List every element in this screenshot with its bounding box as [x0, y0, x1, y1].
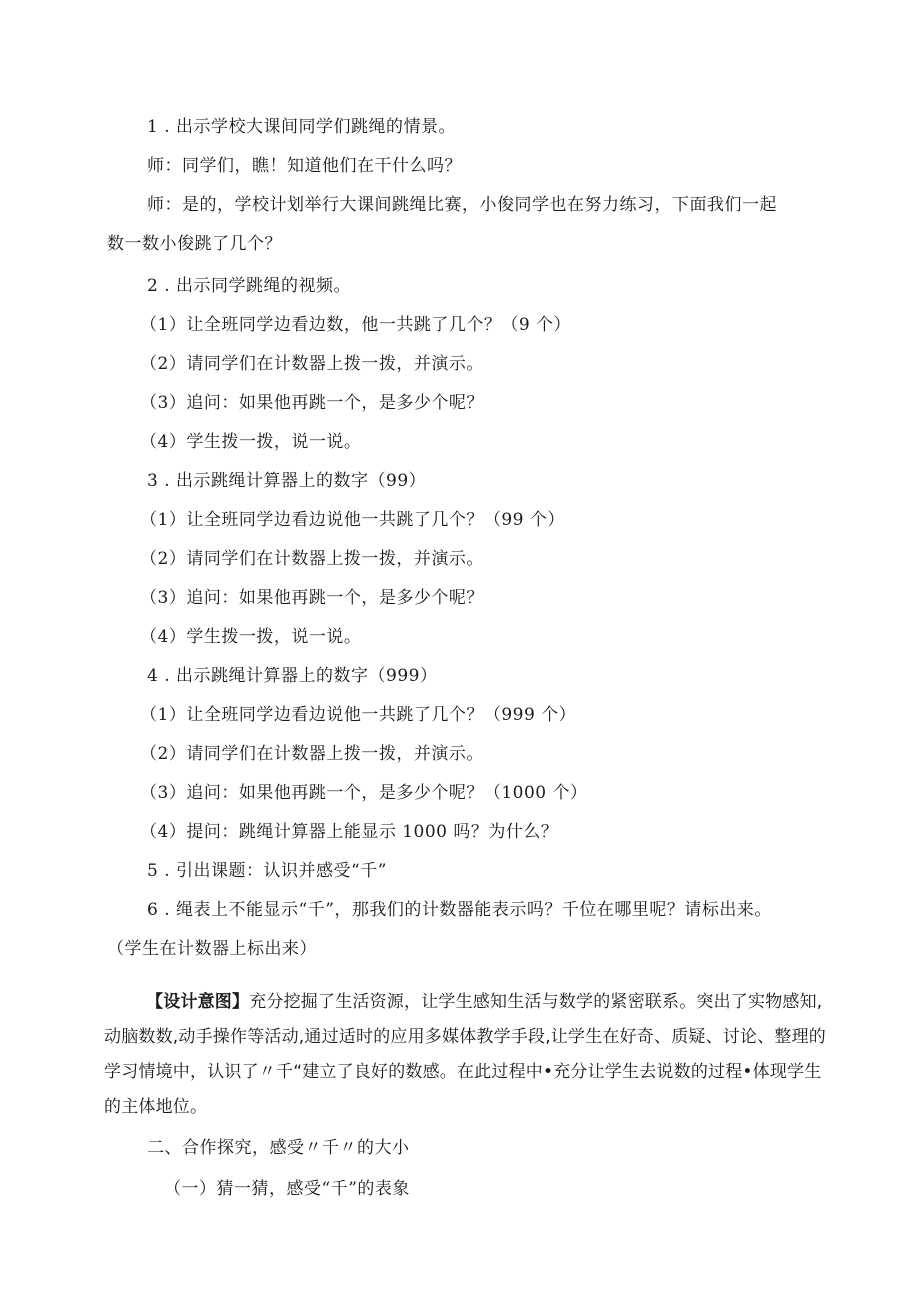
design-intent-label: 【设计意图】: [146, 992, 250, 1012]
step-4: 4 . 出示跳绳计算器上的数字（999）: [147, 666, 438, 686]
teacher-line-1: 师：同学们，瞧！知道他们在干什么吗？: [147, 156, 462, 176]
step-2-item-3: （3）追问：如果他再跳一个，是多少个呢？: [140, 393, 484, 413]
step-2-item-4: （4）学生拨一拨，说一说。: [140, 432, 362, 452]
step-4-item-4: （4）提问：跳绳计算器上能显示 1000 吗？为什么？: [140, 822, 559, 842]
step-3-item-2: （2）请同学们在计数器上拨一拨，并演示。: [140, 549, 484, 569]
section-2-subheading: （一）猜一猜，感受“千”的表象: [164, 1179, 410, 1199]
step-2-item-2: （2）请同学们在计数器上拨一拨，并演示。: [140, 354, 484, 374]
step-2-item-1: （1）让全班同学边看边数，他一共跳了几个？（9 个）: [140, 315, 572, 335]
design-intent-line-3: 学习情境中，认识了〃千“建立了良好的数感。在此过程中•充分让学生去说数的过程•体现学生: [104, 1062, 822, 1082]
teacher-line-2: 师：是的，学校计划举行大课间跳绳比赛，小俊同学也在努力练习，下面我们一起: [147, 195, 777, 215]
step-1: 1 . 出示学校大课间同学们跳绳的情景。: [147, 117, 457, 137]
step-3: 3 . 出示跳绳计算器上的数字（99）: [147, 471, 427, 491]
step-4-item-3: （3）追问：如果他再跳一个，是多少个呢？（1000 个）: [140, 783, 588, 803]
design-intent-line-1: [146, 991, 822, 1013]
teacher-line-2-cont: 数一数小俊跳了几个？: [107, 234, 282, 254]
step-6-cont: （学生在计数器上标出来）: [107, 939, 317, 959]
design-intent-line-2: 动脑数数,动手操作等活动,通过适时的应用多媒体教学手段,让学生在好奇、质疑、讨论、整理的: [104, 1027, 827, 1047]
step-3-item-1: （1）让全班同学边看边说他一共跳了几个？（99 个）: [140, 510, 565, 530]
step-3-item-4: （4）学生拨一拨，说一说。: [140, 627, 362, 647]
step-4-item-2: （2）请同学们在计数器上拨一拨，并演示。: [140, 744, 484, 764]
design-intent-text-1: 充分挖掘了生活资源，让学生感知生活与数学的紧密联系。突出了实物感知,: [249, 992, 823, 1012]
step-4-item-1: （1）让全班同学边看边说他一共跳了几个？（999 个）: [140, 705, 577, 725]
step-2: 2 . 出示同学跳绳的视频。: [147, 276, 352, 296]
step-3-item-3: （3）追问：如果他再跳一个，是多少个呢？: [140, 588, 484, 608]
section-2-heading: 二、合作探究，感受〃千〃的大小: [147, 1138, 410, 1158]
step-6: 6 . 绳表上不能显示“千”，那我们的计数器能表示吗？千位在哪里呢？请标出来。: [147, 900, 772, 920]
step-5: 5 . 引出课题：认识并感受“千”: [147, 861, 387, 881]
design-intent-line-4: 的主体地位。: [104, 1097, 208, 1117]
